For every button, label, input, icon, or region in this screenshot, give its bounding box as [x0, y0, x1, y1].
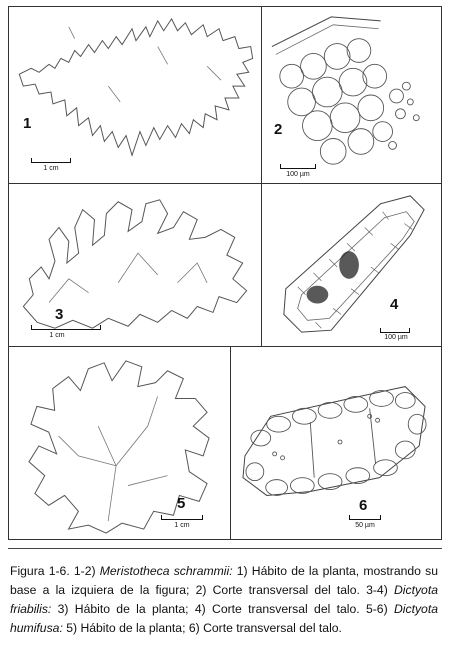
panel-5-scale-bar — [161, 515, 203, 520]
panel-4-scale-label: 100 µm — [384, 334, 408, 341]
panel-1-number: 1 — [23, 115, 32, 132]
panel-6-scale-label: 50 µm — [355, 522, 375, 529]
panel-6-number: 6 — [359, 497, 368, 514]
panel-2-section — [261, 6, 442, 184]
panel-2-drawing — [262, 7, 441, 183]
caption-part-1: Figura 1-6. 1-2) — [10, 564, 100, 578]
panel-4-drawing — [262, 184, 441, 346]
panel-1-scale-label: 1 cm — [43, 165, 59, 172]
panel-5-scale-label: 1 cm — [174, 522, 190, 529]
panel-6-scale-bar — [349, 515, 381, 520]
panel-3-number: 3 — [55, 306, 64, 323]
panel-3-drawing — [9, 184, 261, 346]
panel-2-scale-bar — [280, 164, 316, 169]
caption-species-2: Dictyota friabilis: — [10, 583, 438, 616]
panel-4-scale-bar — [380, 328, 410, 333]
caption-divider — [8, 548, 442, 549]
panel-4-number: 4 — [390, 296, 399, 313]
caption-part-3: 3) Hábito de la planta; 4) Corte transversal del talo. 5-6) — [51, 602, 394, 616]
panel-5-drawing — [9, 347, 230, 539]
panel-6-section — [230, 346, 442, 540]
panel-2-number: 2 — [274, 121, 283, 138]
panel-1-drawing — [9, 7, 261, 183]
panel-6-drawing — [231, 347, 441, 539]
panel-5-habit — [8, 346, 231, 540]
caption-species-1: Meristotheca schrammii: — [99, 564, 233, 578]
figure-plate — [8, 6, 442, 540]
panel-1-habit — [8, 6, 262, 184]
caption-part-2: 1) Hábito de la planta, mostrando su base a la izquiera de la figura; 2) Corte transversal del talo. 3-4) — [10, 564, 438, 597]
figure-caption — [10, 562, 438, 638]
panel-4-section — [261, 183, 442, 347]
panel-1-scale-bar — [31, 158, 71, 163]
panel-3-habit — [8, 183, 262, 347]
panel-2-scale-label: 100 µm — [286, 171, 310, 178]
panel-3-scale-label: 1 cm — [49, 332, 65, 339]
panel-3-scale-bar — [31, 325, 101, 330]
panel-5-number: 5 — [177, 495, 186, 512]
caption-part-4: 5) Hábito de la planta; 6) Corte transversal del talo. — [62, 621, 342, 635]
caption-species-3: Dictyota humifusa: — [10, 602, 438, 635]
